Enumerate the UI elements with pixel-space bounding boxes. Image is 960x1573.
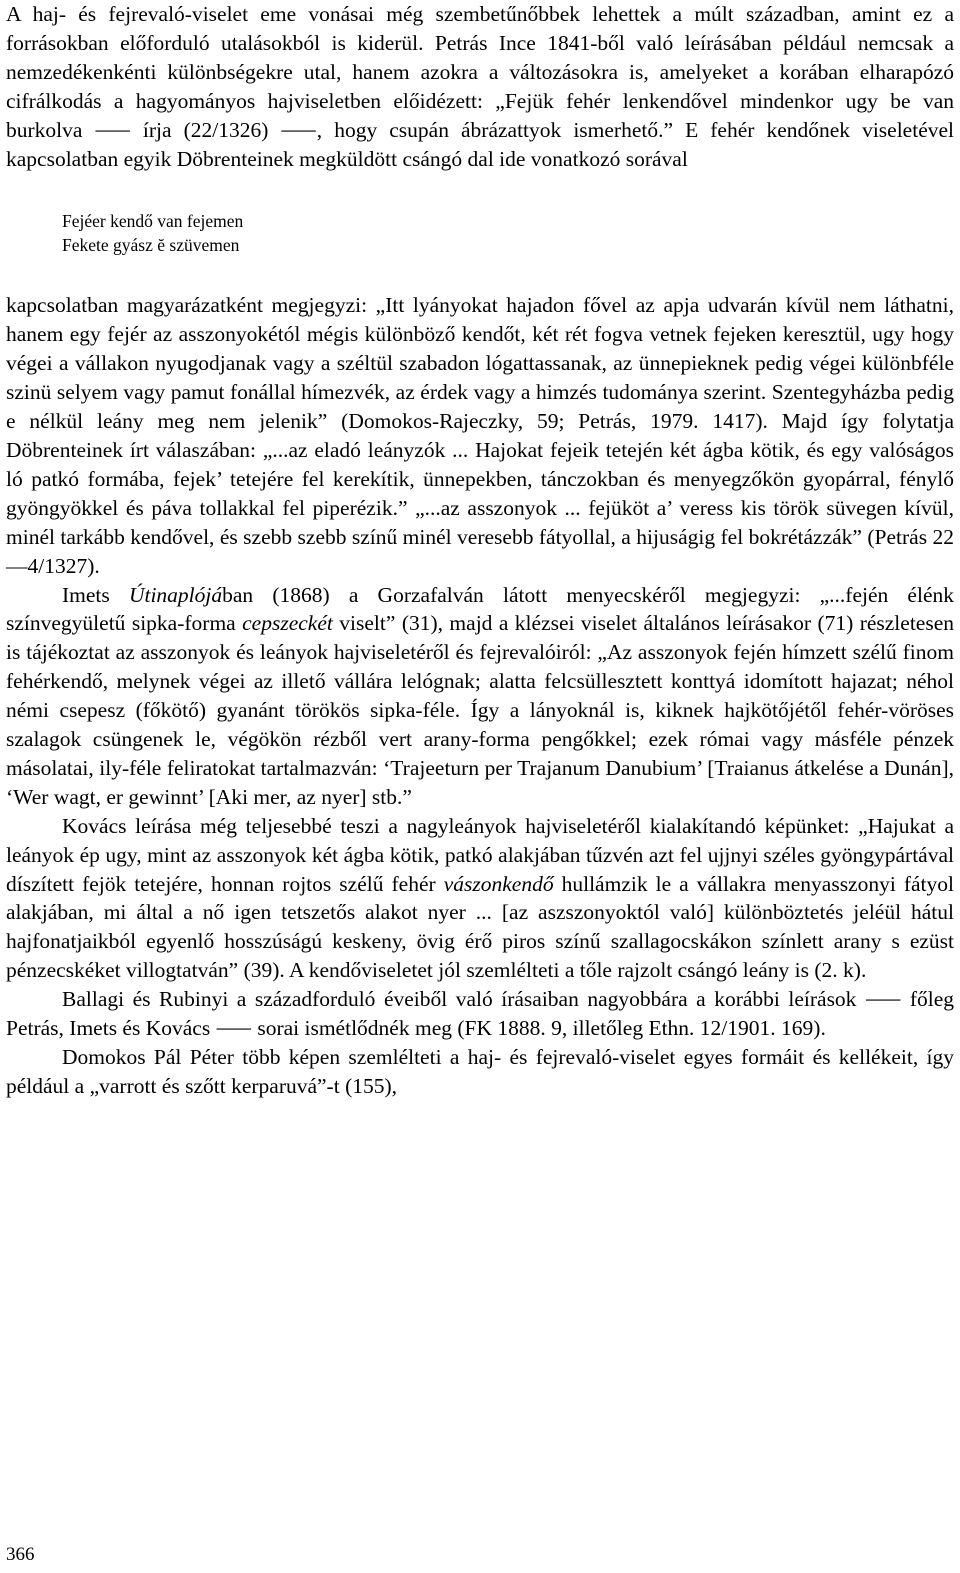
- paragraph-petras-explanation: kapcsolatban magyarázatként megjegyzi: „Itt lyányokat hajadon fővel az apja udvarán kívül nem láthatni, hanem egy fejér az asszonyokétól mégis különböző kendőt, két rét fogva vetnek fejeken keresztül, ugy hogy végei a vállakon nyugodjanak vagy a széltül szabadon lógattassanak, az ünnepieknek pedig végei különbféle szinü selyem vagy pamut fonállal hímezvék, az érdek vagy a himzés tudománya szerint. Szentegyházba pedig e nélkül leány meg nem jelenik” (Domokos-Rajeczky, 59; Petrás, 1979. 1417). Majd így folytatja Döbrenteinek írt válaszában: „...az eladó leányzók ... Hajokat fejeik tetején két ágba kötik, és egy valóságos ló patkó formába, fejek’ tetejére fel kerekítik, ünnepekben, tánczokban és menyegzőkön gyopárral, fénylő gyöngyökkel és páva tollakkal fel piperézik.” „...az asszonyok ... fejüköt a’ veress kis török süvegen kívül, minél tarkább kendővel, és szebb szebb színű minél veresebb fátyollal, a hijuságig fel bokrétázzák” (Petrás 22—4/1327).: [6, 293, 954, 578]
- term-cepszecket: cepszeckét: [242, 611, 333, 636]
- document-page: [6, 0, 954, 1101]
- imets-text-part: viselt” (31), majd a klézsei viselet általános leírásakor (71) részletesen is tájékoztat az asszonyok és leányok hajviseletéről és fejrevalóiról: „Az asszonyok fején hímzett szélű finom fehérkendő, melynek végei az illető vállára lelógnak; alatta felcsüllesztett konttyá idomított hajazat; néhol némi csepesz (főkötő) gyanánt törökös sipka-féle. Így a lányoknál is, kiknek hajkötőjétől fehér-vöröses szalagok csüngenek le, végökön rézből vert arany-forma pengőkkel; ezek római vagy másféle pénzek másolatai, ily-féle feliratokat tartalmazván: ‘Trajeeturn per Trajanum Danubium’ [Traianus átkelése a Dunán], ‘Wer wagt, er gewinnt’ [Aki mer, az nyer] stb.”: [6, 611, 955, 809]
- paragraph-ballagi-rubinyi: Ballagi és Rubinyi a századforduló éveiből való írásaiban nagyobbára a korábbi leírások ⸺ főleg Petrás, Imets és Kovács ⸺ sorai ismétlődnék meg (FK 1888. 9, illetőleg Ethn. 12/1901. 169).: [6, 987, 954, 1041]
- page-number: 366: [6, 1544, 35, 1565]
- kovacs-text-part: Kovács leírása még teljesebbé teszi a nagyleányok hajviseletéről kialakítandó képünket: „Hajukat a leányok ép ugy, mint az asszonyok két ágba kötik, patkó alakjában tűzvén azt fel ujjnyi széles gyöngypártával díszített fejök tetejére, honnan rojtos szélű fehér: [6, 813, 954, 896]
- book-title-utinaplo: Útinaplójá: [128, 582, 223, 607]
- imets-text-part: Imets: [62, 582, 129, 607]
- paragraph-imets: [6, 581, 954, 812]
- kovacs-text-part: hullámzik le a vállakra menyasszonyi fátyol alakjában, mi által a nő igen tetszetős alakot nyer ... [az aszszonyoktól való] különböztetés jeléül hátul hajfonatjaikból egyenlő hosszúságú keskeny, övig érő piros színű szallagocskákon színlett arany s ezüst pénzecskéket villogtatván” (39). A kendőviseletet jól szemlélteti a tőle rajzolt csángó leány is (2. k).: [6, 871, 955, 983]
- paragraph-domokos: Domokos Pál Péter több képen szemlélteti a haj- és fejrevaló-viselet egyes formáit és kellékeit, így például a „varrott és szőtt kerparuvá”-t (155),: [6, 1045, 954, 1098]
- song-line: Fejéer kendő van fejemen: [62, 211, 244, 232]
- paragraph-hajviselet-intro: A haj- és fejrevaló-viselet eme vonásai még szembetűnőbbek lehettek a múlt században, amint ez a forrásokban előforduló utalásokból is kiderül. Petrás Ince 1841-ből való leírásában például nemcsak a nemzedékenkénti különbségekre utal, hanem azokra a változásokra is, amelyeket a korában elharapózó cifrálkodás a hagyományos hajviseletben előidézett: „Fejük fehér lenkendővel mindenkor ugy be van burkolva ⸺ írja (22/1326) ⸺, hogy csupán ábrázattyok ismerhető.” E fehér kendőnek viseletével kapcsolatban egyik Döbrenteinek megküldött csángó dal ide vonatkozó sorával: [6, 2, 954, 171]
- csango-song-quote: [62, 209, 954, 257]
- term-vaszonkendo: vászonkendő: [443, 871, 554, 896]
- imets-text-part: ban (1868) a Gorzafalván látott menyecskéről megjegyzi: „...fején élénk színvegyületű sipka-forma: [6, 582, 954, 636]
- song-line: Fekete gyász ĕ szüvemen: [62, 235, 240, 256]
- paragraph-kovacs: [6, 812, 954, 985]
